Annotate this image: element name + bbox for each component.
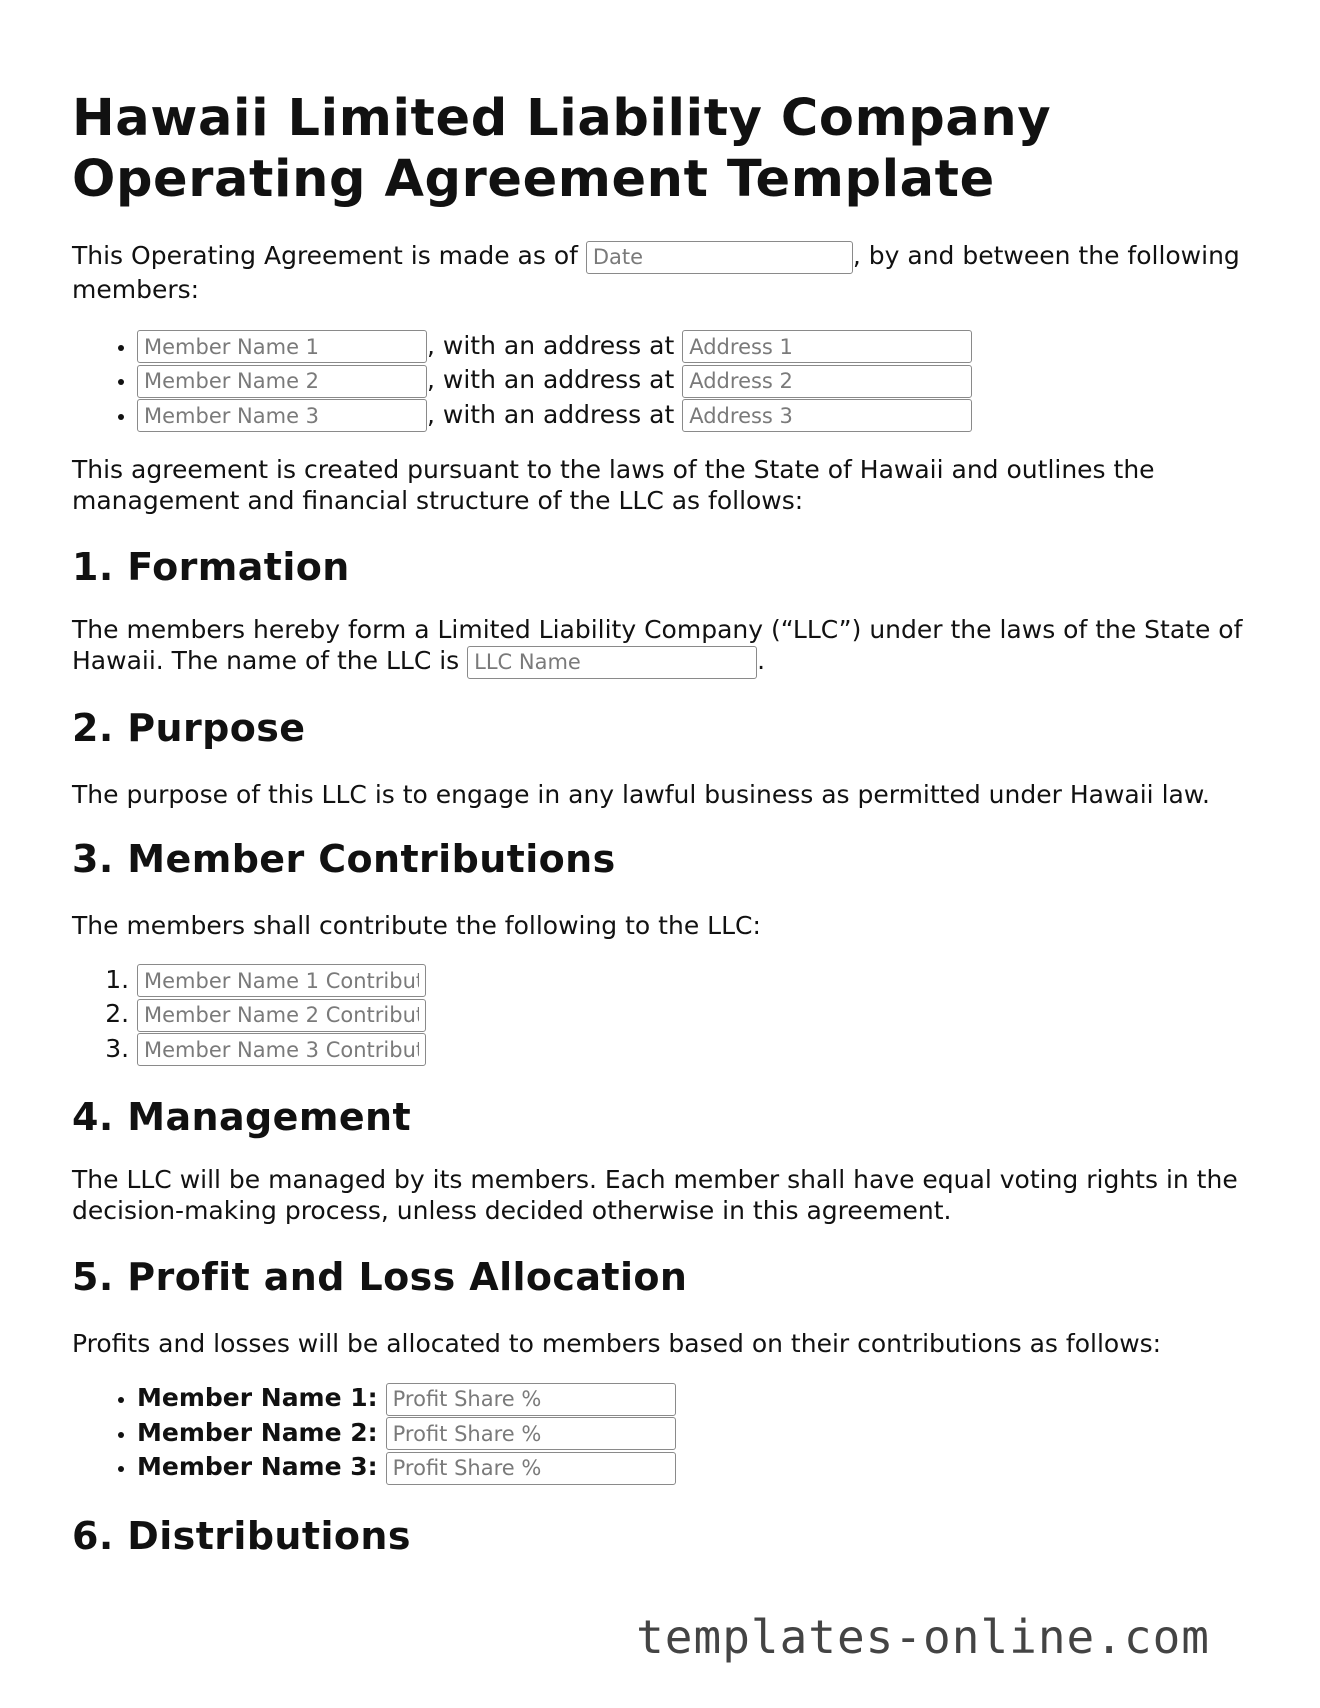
llc-name-input[interactable] (467, 646, 757, 679)
intro-text-before: This Operating Agreement is made as of (72, 241, 586, 270)
date-input[interactable] (586, 241, 853, 274)
page-title: Hawaii Limited Liability Company Operating Agreement Template (72, 89, 1052, 209)
section-heading-contributions: 3. Member Contributions (72, 836, 616, 881)
members-list (72, 329, 1252, 433)
section-heading-purpose: 2. Purpose (72, 705, 306, 750)
member-item (137, 363, 1252, 398)
contribution-1-input[interactable] (137, 964, 426, 997)
profit-share-list (72, 1381, 1252, 1485)
document-page (72, 88, 1252, 1559)
member-2-address-input[interactable] (682, 365, 972, 398)
profit-share-item (137, 1450, 1252, 1485)
formation-text-after: . (757, 646, 766, 675)
member-1-address-input[interactable] (682, 330, 972, 363)
formation-paragraph (72, 614, 1252, 679)
management-paragraph: The LLC will be managed by its members. Each member shall have equal voting rights in the decision-making process, unless decided otherwise in this agreement. (72, 1165, 1238, 1225)
section-heading-profit-loss: 5. Profit and Loss Allocation (72, 1255, 688, 1299)
profit-share-2-label: Member Name 2: (137, 1417, 378, 1447)
section-heading-management: 4. Management (72, 1095, 412, 1139)
contributions-paragraph: The members shall contribute the following to the LLC: (72, 910, 761, 940)
contribution-3-input[interactable] (137, 1033, 426, 1066)
section-heading-formation: 1. Formation (72, 545, 350, 589)
profit-share-item (137, 1381, 1252, 1416)
contribution-2-input[interactable] (137, 999, 426, 1032)
member-item (137, 398, 1252, 433)
intro-paragraph (72, 240, 1252, 305)
contributions-list (72, 963, 1252, 1067)
member-1-name-input[interactable] (137, 330, 427, 363)
purpose-paragraph: The purpose of this LLC is to engage in any lawful business as permitted under Hawaii law. (72, 779, 1210, 809)
profit-share-2-input[interactable] (386, 1417, 676, 1450)
profit-share-3-input[interactable] (386, 1452, 676, 1485)
member-2-connector: , with an address at (427, 365, 683, 394)
profit-share-1-input[interactable] (386, 1383, 676, 1416)
member-2-name-input[interactable] (137, 365, 427, 398)
pursuant-paragraph: This agreement is created pursuant to the laws of the State of Hawaii and outlines the management and financial structure of the LLC as follows: (72, 455, 1155, 515)
section-heading-distributions: 6. Distributions (72, 1513, 411, 1558)
contribution-item (137, 997, 1252, 1032)
member-item (137, 329, 1252, 364)
watermark: templates-online.com (636, 1610, 1210, 1664)
profit-share-3-label: Member Name 3: (137, 1452, 378, 1481)
formation-text-before: The members hereby form a Limited Liability Company (“LLC”) under the laws of the State of Hawaii. The name of the LLC is (72, 615, 1243, 675)
profit-share-1-label: Member Name 1: (137, 1383, 378, 1412)
member-3-connector: , with an address at (427, 399, 683, 429)
profit-share-item (137, 1416, 1252, 1451)
intro-text-after: , by and between the following members: (72, 241, 1240, 304)
profit-loss-paragraph: Profits and losses will be allocated to members based on their contributions as follows: (72, 1329, 1162, 1358)
member-3-name-input[interactable] (137, 399, 427, 432)
contribution-item (137, 963, 1252, 998)
member-1-connector: , with an address at (427, 330, 683, 360)
member-3-address-input[interactable] (682, 399, 972, 432)
contribution-item (137, 1032, 1252, 1067)
